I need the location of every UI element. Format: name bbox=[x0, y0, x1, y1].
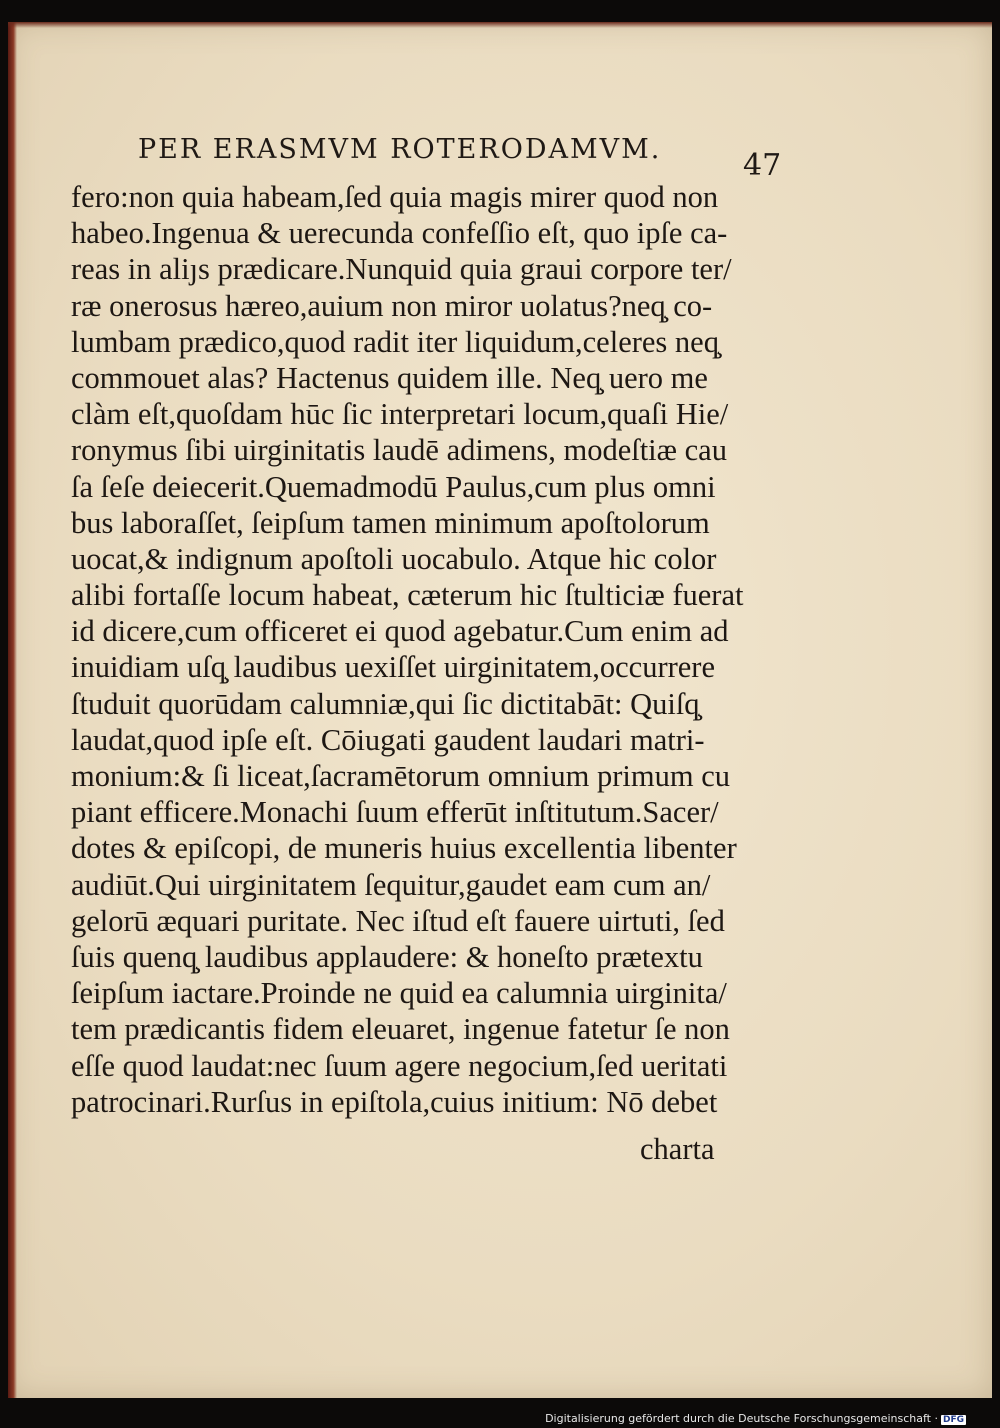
page-number: 47 bbox=[743, 148, 782, 183]
body-text bbox=[71, 179, 771, 1120]
catchword: charta bbox=[640, 1132, 715, 1166]
text-line: commouet alas? Hactenus quidem ille. Neq̧ uero me bbox=[71, 360, 708, 395]
text-line: habeo.Ingenua & uerecunda confeſſio eſt, quo ipſe ca- bbox=[71, 216, 728, 251]
text-line: gelorū æquari puritate. Nec iſtud eſt fauere uirtuti, ſed bbox=[71, 903, 725, 938]
text-line: id dicere,cum officeret ei quod agebatur.Cum enim ad bbox=[71, 614, 729, 649]
text-line: lumbam prædico,quod radit iter liquidum,celeres neq̧ bbox=[71, 324, 719, 359]
text-line: patrocinari.Rurſus in epiſtola,cuius initium: Nō debet bbox=[71, 1084, 718, 1119]
digitization-credit bbox=[545, 1412, 966, 1425]
dfg-logo-badge: DFG bbox=[942, 1415, 964, 1425]
text-line: ſuis quenq̧ laudibus applaudere: & honeſto prætextu bbox=[71, 939, 703, 974]
book-page bbox=[8, 22, 992, 1398]
binding-edge bbox=[8, 22, 17, 1398]
text-line: uocat,& indignum apoſtoli uocabulo. Atque hic color bbox=[71, 541, 717, 576]
text-line: ſa ſeſe deiecerit.Quemadmodū Paulus,cum plus omni bbox=[71, 469, 716, 504]
page-top-edge bbox=[8, 22, 992, 28]
text-line: piant efficere.Monachi ſuum efferūt inſtitutum.Sacer/ bbox=[71, 795, 719, 830]
text-line: dotes & epiſcopi, de muneris huius excellentia libenter bbox=[71, 831, 737, 866]
text-line: ſtuduit quorūdam calumniæ,qui ſic dictitabāt: Quiſq̧ bbox=[71, 686, 700, 721]
text-line: alibi fortaſſe locum habeat, cæterum hic ſtulticiæ fuerat bbox=[71, 578, 744, 613]
text-line: monium:& ſi liceat,ſacramētorum omnium primum cu bbox=[71, 759, 730, 793]
credit-text: Digitalisierung gefördert durch die Deutsche Forschungsgemeinschaft · bbox=[545, 1412, 938, 1425]
text-line: fero:non quia habeam,ſed quia magis mirer quod non bbox=[71, 180, 719, 214]
text-line: ræ onerosus hæreo,auium non miror uolatus?neq̧ co- bbox=[71, 288, 713, 323]
text-line: ſeipſum iactare.Proinde ne quid ea calumnia uirginita/ bbox=[71, 976, 727, 1011]
text-line: reas in aliȷs prædicare.Nunquid quia graui corpore ter/ bbox=[71, 252, 732, 287]
text-line: tem prædicantis fidem eleuaret, ingenue fatetur ſe non bbox=[71, 1012, 730, 1047]
text-line: bus laboraſſet, ſeipſum tamen minimum apoſtolorum bbox=[71, 505, 710, 540]
text-line: laudat,quod ipſe eſt. Cōiugati gaudent laudari matri- bbox=[71, 722, 705, 757]
text-line: clàm eſt,quoſdam hūc ſic interpretari locum,quaſi Hie/ bbox=[71, 397, 729, 432]
text-line: audiūt.Qui uirginitatem ſequitur,gaudet eam cum an/ bbox=[71, 867, 711, 902]
text-line: inuidiam uſq̧ laudibus uexiſſet uirginitatem,occurrere bbox=[71, 650, 715, 685]
text-line: ronymus ſibi uirginitatis laudē adimens, modeſtiæ cau bbox=[71, 433, 727, 468]
text-line: eſſe quod laudat:nec ſuum agere negocium,ſed ueritati bbox=[71, 1048, 728, 1083]
running-head: PER ERASMVM ROTERODAMVM. bbox=[138, 134, 662, 165]
